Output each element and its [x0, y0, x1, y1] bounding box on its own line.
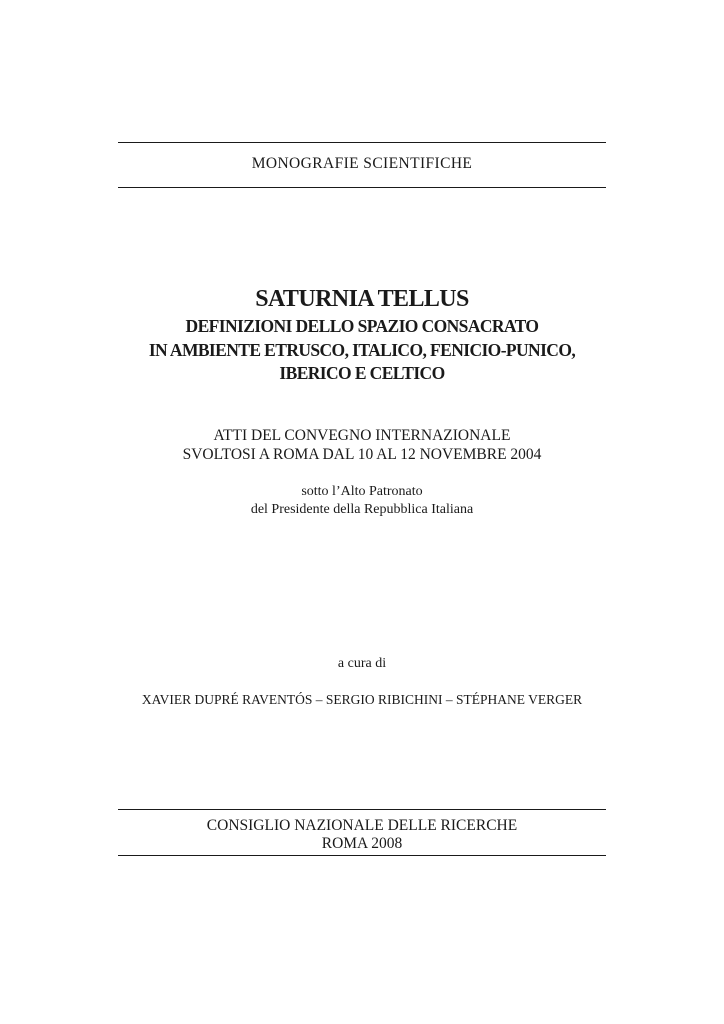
proceedings-line-2: SVOLTOSI A ROMA DAL 10 AL 12 NOVEMBRE 2004	[182, 446, 542, 463]
top-rule-upper	[118, 142, 606, 143]
publisher-name: CONSIGLIO NAZIONALE DELLE RICERCHE	[206, 817, 518, 834]
edited-by-label: a cura di	[337, 656, 387, 671]
book-title: SATURNIA TELLUS	[255, 286, 469, 312]
patronage-line-1: sotto l’Alto Patronato	[301, 484, 423, 499]
bottom-rule-lower	[118, 855, 606, 856]
editors-list: XAVIER DUPRÉ RAVENTÓS – SERGIO RIBICHINI – STÉPHANE VERGER	[141, 692, 583, 707]
bottom-rule-upper	[118, 809, 606, 810]
subtitle-line-1: DEFINIZIONI DELLO SPAZIO CONSACRATO	[185, 316, 539, 336]
publication-place-year: ROMA 2008	[321, 835, 403, 852]
proceedings-line-1: ATTI DEL CONVEGNO INTERNAZIONALE	[213, 427, 511, 444]
series-name: MONOGRAFIE SCIENTIFICHE	[251, 155, 473, 172]
patronage-line-2: del Presidente della Repubblica Italiana	[250, 502, 474, 517]
top-rule-lower	[118, 187, 606, 188]
subtitle-line-2: IN AMBIENTE ETRUSCO, ITALICO, FENICIO-PUNICO,	[148, 340, 576, 360]
subtitle-line-3: IBERICO E CELTICO	[279, 363, 445, 383]
